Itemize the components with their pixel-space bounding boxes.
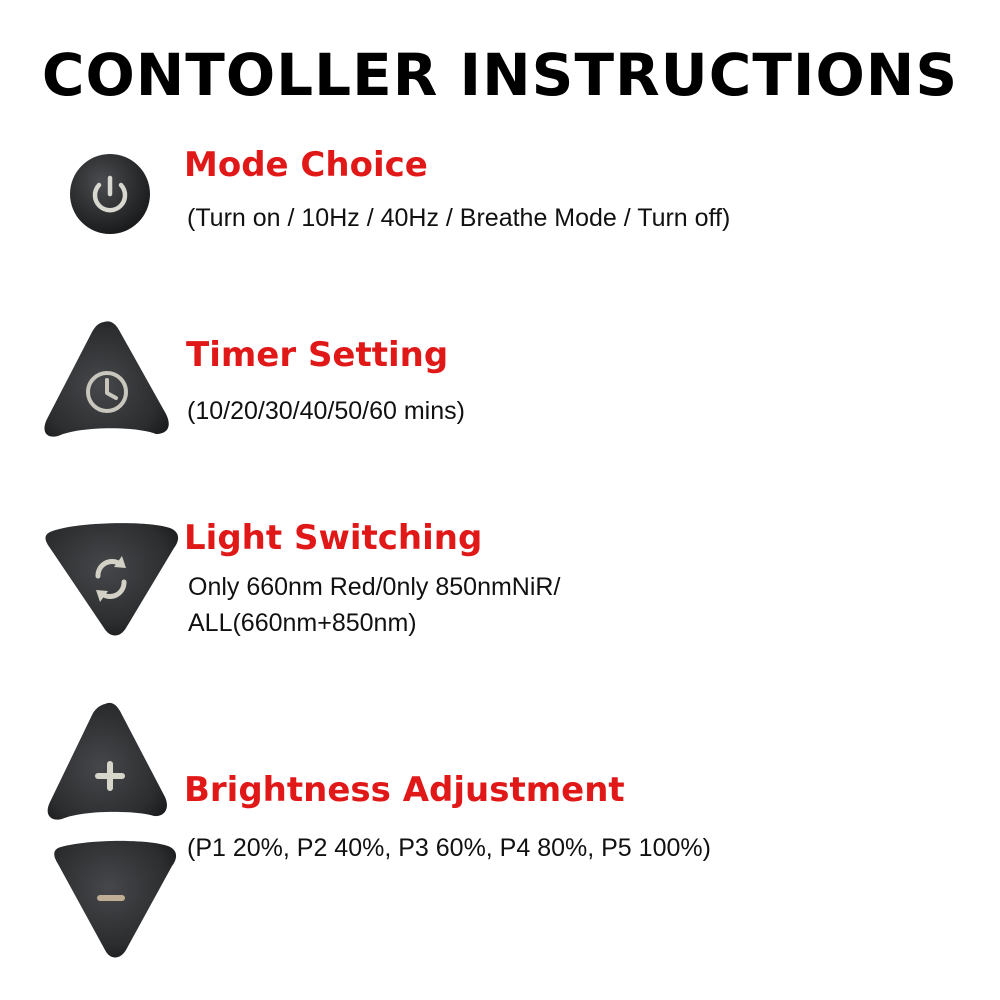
brightness-down-button[interactable] (50, 838, 178, 963)
mode-choice-heading: Mode Choice (184, 145, 428, 185)
page-title: CONTOLLER INSTRUCTIONS (41, 41, 959, 109)
light-switching-heading: Light Switching (184, 518, 483, 558)
timer-setting-description: (10/20/30/40/50/60 mins) (187, 397, 465, 425)
light-switch-button[interactable] (42, 518, 180, 640)
light-switching-description-line2: ALL(660nm+850nm) (188, 609, 417, 637)
brightness-adjustment-heading: Brightness Adjustment (184, 770, 625, 810)
timer-setting-heading: Timer Setting (186, 335, 449, 375)
brightness-adjustment-description: (P1 20%, P2 40%, P3 60%, P4 80%, P5 100%) (187, 834, 711, 862)
brightness-up-button[interactable] (44, 700, 174, 825)
mode-choice-description: (Turn on / 10Hz / 40Hz / Breathe Mode / Turn off) (187, 204, 731, 232)
light-switching-description-line1: Only 660nm Red/0nly 850nmNiR/ (188, 573, 561, 601)
mode-button[interactable] (68, 152, 152, 236)
timer-button[interactable] (40, 318, 175, 443)
